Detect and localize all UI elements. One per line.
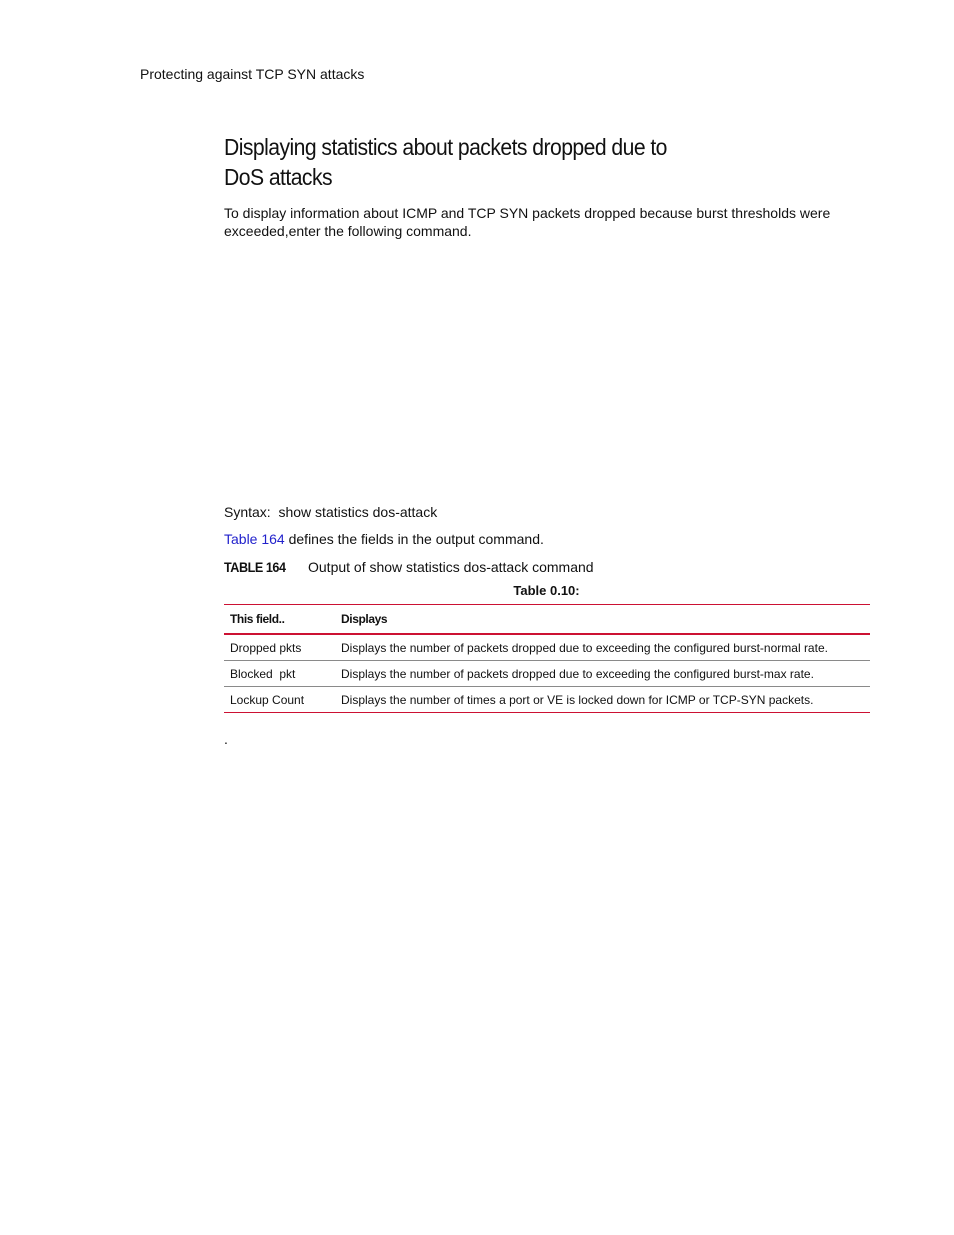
table-row [224,634,870,661]
cell-field: Lockup Count [224,687,335,713]
header-cell-field: This field.. [224,605,335,635]
trailing-period: . [224,731,228,747]
syntax-label: Syntax: [224,504,271,520]
table-row [224,687,870,713]
cell-description: Displays the number of times a port or VE is locked down for ICMP or TCP-SYN packets. [335,687,870,713]
table-row [224,661,870,687]
table-reference-text: defines the fields in the output command. [284,531,544,547]
cell-description: Displays the number of packets dropped due to exceeding the configured burst-normal rate. [335,634,870,661]
intro-paragraph: To display information about ICMP and TCP SYN packets dropped because burst thresholds were exceeded,enter the following command. [224,205,831,239]
table-caption [224,558,869,576]
table-reference-sentence [224,530,544,548]
cell-description: Displays the number of packets dropped due to exceeding the configured burst-max rate. [335,661,870,687]
cell-field: Dropped pkts [224,634,335,661]
running-header: Protecting against TCP SYN attacks [140,66,365,82]
table-header-row [224,605,870,635]
syntax-line [224,503,437,521]
section-title: Displaying statistics about packets dropped due to DoS attacks [224,134,667,190]
table-caption-text: Output of show statistics dos-attack command [308,559,594,575]
table-164-link[interactable]: Table 164 [224,531,285,547]
syntax-command: show statistics dos-attack [278,504,438,520]
table-subcaption: Table 0.10: [513,583,580,598]
cell-field: Blocked pkt [224,661,335,687]
fields-table [224,604,870,713]
table-number: TABLE 164 [224,559,286,575]
header-cell-displays: Displays [335,605,870,635]
